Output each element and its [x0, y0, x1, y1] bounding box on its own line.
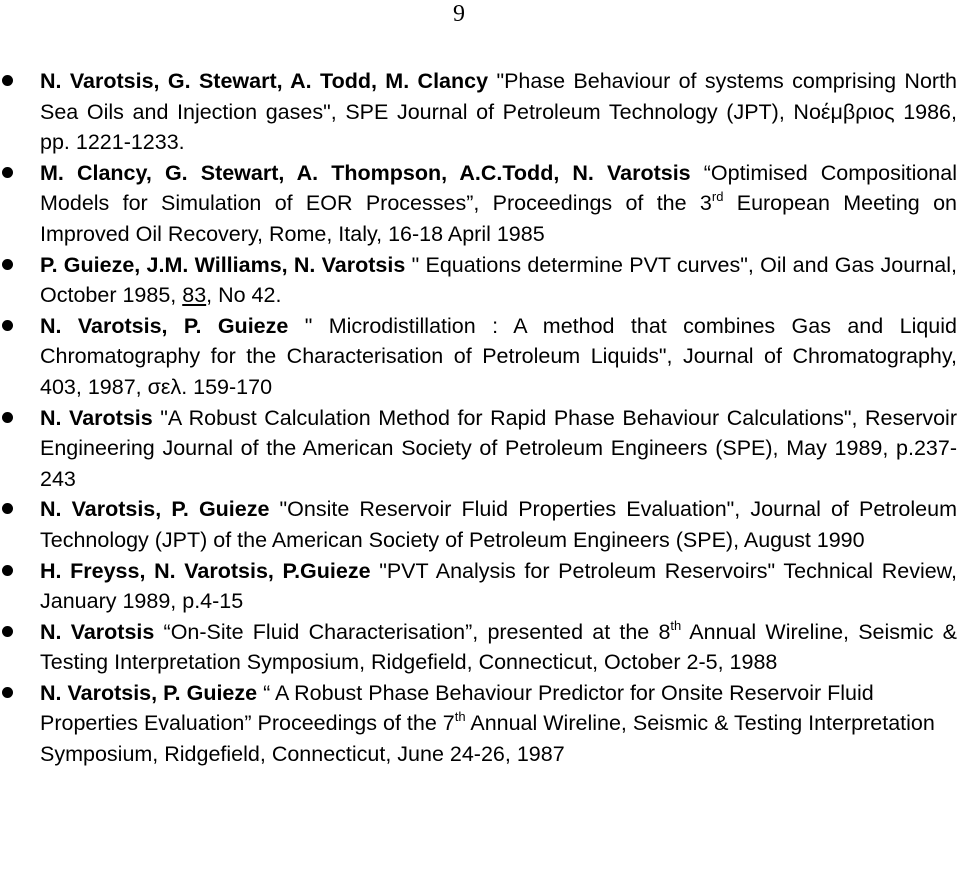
reference-text: "PVT Analysis for Petroleum Reservoirs" Technical Review, January 1989, p.4-15 [40, 558, 957, 614]
bullet-icon [2, 626, 13, 637]
ordinal-suffix: th [670, 617, 682, 633]
reference-item [0, 158, 957, 250]
reference-text: “Optimised Compositional Models for Simulation of EOR Processes”, Proceedings of the 3 [40, 160, 957, 216]
reference-authors: N. Varotsis [40, 619, 155, 644]
reference-text-continued: , No 42. [206, 283, 282, 308]
bullet-icon [2, 259, 13, 270]
reference-text-continued: Annual Wireline, Seismic & Testing Interpretation Symposium, Ridgefield, Connecticut, October 2-5, 1988 [40, 619, 958, 675]
reference-text-continued: European Meeting on Improved Oil Recovery, Rome, Italy, 16-18 April 1985 [40, 191, 957, 246]
reference-authors: P. Guieze, J.M. Williams, N. Varotsis [40, 252, 406, 277]
reference-item [0, 556, 957, 617]
reference-text: " Microdistillation : A method that combines Gas and Liquid Chromatography for the Characterisation of Petroleum Liquids", Journal of Chromatography, 403, 1987, σελ. 159-170 [40, 313, 957, 399]
reference-item [0, 311, 957, 403]
reference-text: "Onsite Reservoir Fluid Properties Evaluation", Journal of Petroleum Technology (JPT) of the American Society of Petroleum Engineers (SPE), August 1990 [40, 497, 957, 552]
reference-authors: N. Varotsis, P. Guieze [40, 680, 258, 705]
ordinal-suffix: rd [711, 189, 724, 205]
volume-number: 83 [182, 283, 207, 308]
reference-authors: N. Varotsis, G. Stewart, A. Todd, M. Clancy [40, 69, 489, 93]
reference-text: "A Robust Calculation Method for Rapid Phase Behaviour Calculations", Reservoir Engineering Journal of the American Society of Petroleum Engineers (SPE), May 1989, p.237-243 [40, 405, 957, 491]
page-number: 9 [453, 1, 465, 27]
ordinal-suffix: th [454, 709, 466, 725]
reference-text: "Phase Behaviour of systems comprising North Sea Oils and Injection gases", SPE Journal of Petroleum Technology (JPT), Νοέμβριος 1986, pp. 1221-1233. [40, 69, 958, 155]
reference-text: “On-Site Fluid Characterisation”, presented at the 8 [154, 619, 671, 644]
reference-authors: N. Varotsis, P. Guieze [40, 313, 289, 338]
reference-item [0, 250, 957, 311]
reference-item [0, 617, 957, 678]
reference-authors: H. Freyss, N. Varotsis, P.Guieze [40, 558, 371, 583]
bullet-icon [2, 320, 13, 331]
reference-text-continued: Annual Wireline, Seismic & Testing Interpretation Symposium, Ridgefield, Connecticut, June 24-26, 1987 [40, 711, 935, 767]
reference-item [0, 403, 957, 495]
reference-list [0, 66, 960, 770]
bullet-icon [2, 565, 13, 576]
bullet-icon [2, 687, 13, 698]
reference-authors: N. Varotsis, P. Guieze [40, 497, 270, 522]
bullet-icon [2, 503, 13, 514]
reference-item [0, 66, 957, 158]
reference-text: " Equations determine PVT curves", Oil and Gas Journal, October 1985, [40, 252, 957, 308]
reference-authors: M. Clancy, G. Stewart, A. Thompson, A.C.Todd, N. Varotsis [40, 160, 691, 185]
bullet-icon [2, 167, 13, 178]
reference-authors: N. Varotsis [40, 405, 153, 430]
reference-text: “ A Robust Phase Behaviour Predictor for Onsite Reservoir Fluid Properties Evaluation” Proceedings of the 7 [40, 680, 874, 736]
bullet-icon [2, 75, 13, 86]
reference-item [0, 494, 957, 555]
bullet-icon [2, 412, 13, 423]
reference-item [0, 678, 957, 770]
